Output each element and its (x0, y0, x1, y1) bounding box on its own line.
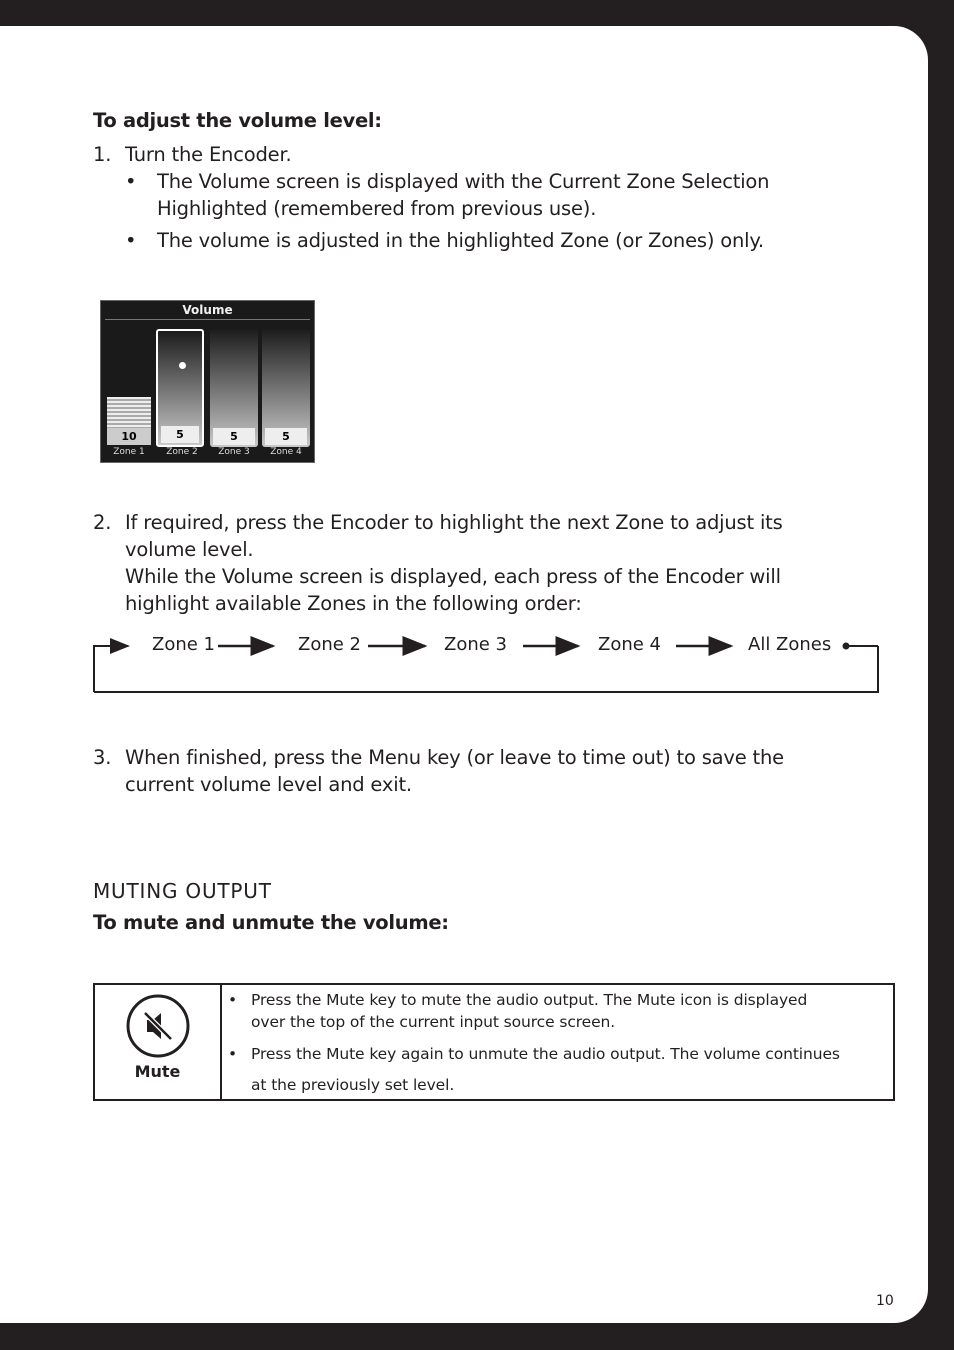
loop-origin-dot (843, 643, 850, 650)
mute-icon (125, 993, 191, 1059)
bullet: • (228, 1045, 238, 1063)
step-1-bullet-1-line-2: Highlighted (remembered from previous use). (157, 197, 597, 220)
zone-3-label: Zone 3 (218, 447, 250, 457)
flow-zone-4: Zone 4 (598, 634, 661, 655)
zone-4-label: Zone 4 (270, 447, 302, 457)
step-3-line-2: current volume level and exit. (125, 773, 412, 796)
mute-icon-label: Mute (134, 1062, 181, 1081)
zone-4-value: 5 (265, 428, 307, 445)
step-2-number: 2. (93, 511, 112, 534)
zone-2-label: Zone 2 (166, 447, 198, 457)
heading-mute: To mute and unmute the volume: (93, 911, 449, 934)
bullet: • (125, 229, 137, 252)
mute-bullet-2-line-2: at the previously set level. (251, 1076, 455, 1094)
step-1-number: 1. (93, 143, 112, 166)
zone-order-diagram (0, 26, 928, 726)
section-title: MUTING OUTPUT (93, 879, 272, 903)
step-1-text: Turn the Encoder. (125, 143, 292, 166)
flow-zone-2: Zone 2 (298, 634, 361, 655)
zone-1-value: 10 (107, 428, 151, 445)
zone-2-value: 5 (161, 426, 199, 443)
mute-bullet-1-line-2: over the top of the current input source screen. (251, 1013, 616, 1031)
flow-all-zones: All Zones (748, 634, 832, 655)
step-2-line-1: If required, press the Encoder to highlight the next Zone to adjust its (125, 511, 783, 534)
bullet: • (125, 170, 137, 193)
loop-arrow-start (94, 646, 128, 692)
mute-table (93, 983, 895, 1101)
bullet: • (228, 991, 238, 1009)
step-2-line-3: While the Volume screen is displayed, each press of the Encoder will (125, 565, 781, 588)
mute-bullet-1-line-1: Press the Mute key to mute the audio output. The Mute icon is displayed (251, 991, 808, 1009)
mute-bullet-2-line-1: Press the Mute key again to unmute the audio output. The volume continues (251, 1045, 840, 1063)
step-1-bullet-2: The volume is adjusted in the highlighted Zone (or Zones) only. (157, 229, 764, 252)
step-1-bullet-1-line-1: The Volume screen is displayed with the Current Zone Selection (157, 170, 770, 193)
zone-1-label: Zone 1 (113, 447, 145, 457)
manual-page (0, 26, 928, 1323)
flow-zone-3: Zone 3 (444, 634, 507, 655)
step-3-number: 3. (93, 746, 112, 769)
step-2-line-4: highlight available Zones in the following order: (125, 592, 582, 615)
table-column-divider (220, 985, 222, 1099)
step-3-line-1: When finished, press the Menu key (or leave to time out) to save the (125, 746, 784, 769)
page-number: 10 (876, 1293, 894, 1309)
flow-zone-1: Zone 1 (152, 634, 215, 655)
heading-adjust-volume: To adjust the volume level: (93, 109, 382, 132)
zone-3-value: 5 (213, 428, 255, 445)
volume-screen-title: Volume (182, 303, 233, 317)
step-2-line-2: volume level. (125, 538, 254, 561)
